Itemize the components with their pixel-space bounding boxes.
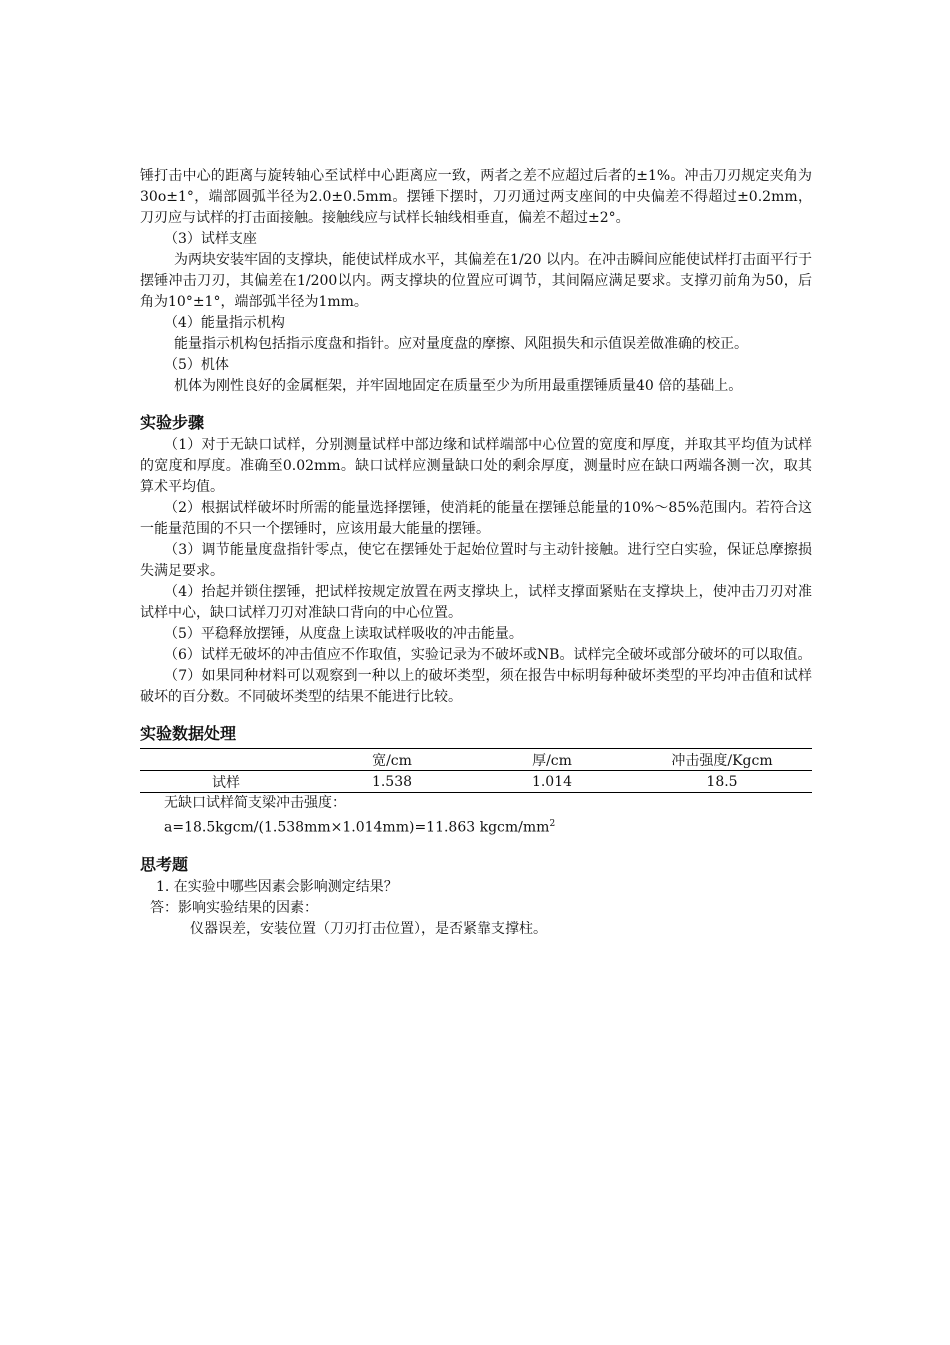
step-item: （4）抬起并锁住摆锤，把试样按规定放置在两支撑块上，试样支撑面紧贴在支撑块上，使冲击刀刃对准试样中心，缺口试样刀刃对准缺口背向的中心位置。 (140, 584, 812, 621)
intro-paragraph: 锤打击中心的距离与旋转轴心至试样中心距离应一致，两者之差不应超过后者的±1%。冲击刀刃规定夹角为30o±1°，端部圆弧半径为2.0±0.5mm。摆锤下摆时，刀刃通过两支座间的中央偏差不得超过±0.2mm，刀刃应与试样的打击面接触。接触线应与试样长轴线相垂直，偏差不超过±2°。 (140, 168, 812, 226)
table-cell: 18.5 (632, 771, 812, 793)
formula-text: a=18.5kgcm/(1.538mm×1.014mm)=11.863 kgcm/mm (164, 819, 550, 836)
step-item: （5）平稳释放摆锤，从度盘上读取试样吸收的冲击能量。 (164, 626, 523, 642)
heading-specimen-support: （3）试样支座 (164, 231, 257, 247)
table-cell: 1.538 (312, 771, 472, 793)
step-item: （2）根据试样破坏时所需的能量选择摆锤，使消耗的能量在摆锤总能量的10%～85%范围内。若符合这一能量范围的不只一个摆锤时，应该用最大能量的摆锤。 (140, 500, 812, 537)
impact-strength-formula (140, 814, 812, 839)
step-item: （3）调节能量度盘指针零点，使它在摆锤处于起始位置时与主动针接触。进行空白实验，保证总摩擦损失满足要求。 (140, 542, 812, 579)
table-header-cell: 宽/cm (312, 749, 472, 771)
question-item: 1. 在实验中哪些因素会影响测定结果？ (156, 878, 398, 895)
machine-body-text: 机体为刚性良好的金属框架，并牢固地固定在质量至少为所用最重摆锤质量40 倍的基础上。 (174, 378, 743, 394)
step-item: （6）试样无破坏的冲击值应不作取值，实验记录为不破坏或NB。试样完全破坏或部分破坏的可以取值。 (164, 647, 812, 663)
table-cell: 1.014 (472, 771, 632, 793)
impact-strength-note: 无缺口试样简支梁冲击强度： (164, 795, 346, 811)
data-table (140, 748, 812, 793)
table-cell: 试样 (140, 771, 312, 793)
step-item: （7）如果同种材料可以观察到一种以上的破坏类型，须在报告中标明每种破坏类型的平均冲击值和试样破坏的百分数。不同破坏类型的结果不能进行比较。 (140, 668, 812, 705)
heading-energy-indicator: （4）能量指示机构 (164, 315, 285, 331)
heading-machine-body: （5）机体 (164, 357, 229, 373)
energy-indicator-text: 能量指示机构包括指示度盘和指针。应对量度盘的摩擦、风阻损失和示值误差做准确的校正。 (174, 336, 748, 352)
table-header-cell: 冲击强度/Kgcm (632, 749, 812, 771)
table-row (140, 771, 812, 793)
table-header-row (140, 749, 812, 771)
answer-text: 仪器误差，安装位置（刀刃打击位置），是否紧靠支撑柱。 (190, 920, 547, 937)
formula-exponent: 2 (549, 819, 556, 829)
table-header-cell (140, 749, 312, 771)
answer-label: 答：影响实验结果的因素： (150, 899, 318, 916)
section-title-questions: 思考题 (140, 854, 189, 874)
step-item: （1）对于无缺口试样，分别测量试样中部边缘和试样端部中心位置的宽度和厚度，并取其平均值为试样的宽度和厚度。准确至0.02mm。缺口试样应测量缺口处的剩余厚度，测量时应在缺口两端各测一次，取其算术平均值。 (140, 437, 812, 495)
table-header-cell: 厚/cm (472, 749, 632, 771)
specimen-support-text: 为两块安装牢固的支撑块，能使试样成水平，其偏差在1/20 以内。在冲击瞬间应能使试样打击面平行于摆锤冲击刀刃，其偏差在1/200以内。两支撑块的位置应可调节，其间隔应满足要求。支撑刃前角为50，后角为10°±1°，端部弧半径为1mm。 (140, 252, 812, 310)
document-page (140, 166, 812, 940)
section-title-steps: 实验步骤 (140, 413, 205, 432)
section-title-data: 实验数据处理 (140, 724, 237, 743)
